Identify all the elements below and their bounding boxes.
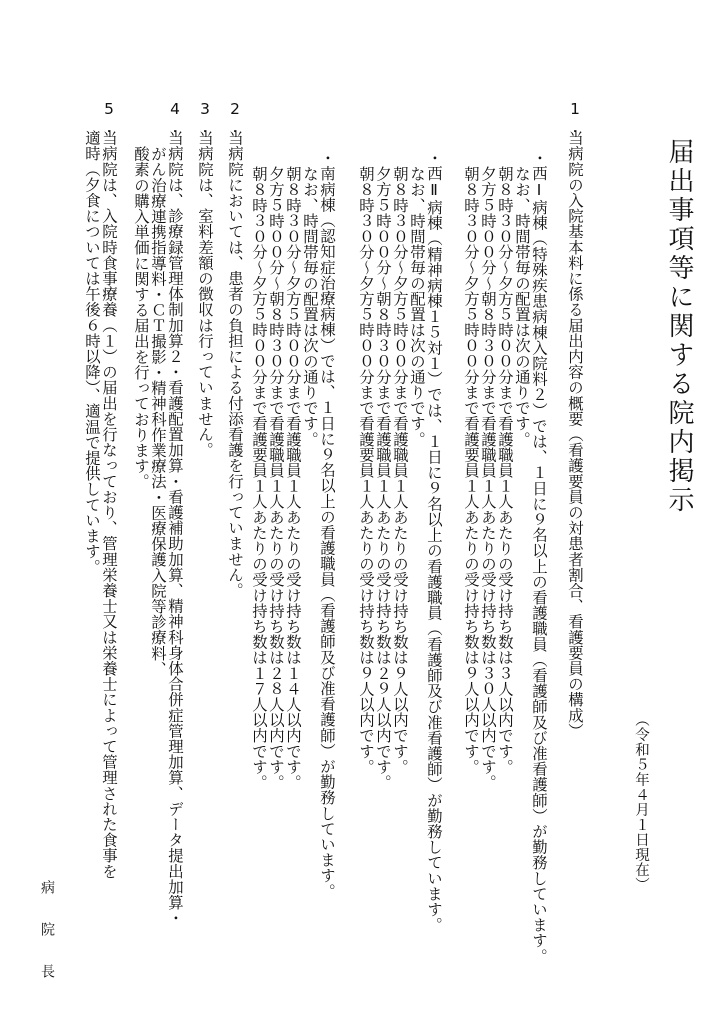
ward-3-day-nurse: 朝８時３０分～夕方５時００分まで看護職員１人あたりの受け持ち数は１４人以内です。 <box>284 166 302 790</box>
ward-3-note: なお、時間帯毎の配置は次の通りです。 <box>301 166 319 447</box>
section-4-line-2: がん治療連携指導料・ＣＴ撮影・精神科作業療法・医療保護入院等診療料、 <box>149 146 167 677</box>
ward-2-note: なお、時間帯毎の配置は次の通りです。 <box>408 166 426 447</box>
section-5-line-1: 当病院は、入院時食事療養（１）の届出を行なっており、管理栄養士又は栄養士によって管理された食事を <box>100 130 118 879</box>
section-4-number: 4. <box>166 100 184 137</box>
page-title: 届出事項等に関する院内掲示 <box>664 138 694 515</box>
hospital-director-signature: 病 院 長 <box>39 880 55 978</box>
section-2-text: 当病院においては、患者の負担による付添看護を行っていません。 <box>226 130 244 598</box>
section-5-line-2: 適時（夕食については午後６時以降）、適温で提供しています。 <box>83 130 101 575</box>
section-1-number: 1. <box>566 100 584 137</box>
section-2-number: 2. <box>226 100 244 137</box>
date-label: （令和５年４月１日現在） <box>633 712 649 892</box>
section-1-heading: 当病院の入院基本料に係る届出内容の概要（看護要員の対患者割合、看護要員の構成） <box>566 130 584 739</box>
section-5-number: 5. <box>100 100 118 137</box>
ward-1-note: なお、時間帯毎の配置は次の通りです。 <box>513 166 531 447</box>
ward-1-night-nurse: 夕方５時００分～朝８時３０分まで看護職員１人あたりの受け持ち数は３０人以内です。 <box>479 166 497 790</box>
section-3-number: 3. <box>196 100 214 137</box>
ward-1-day-staff: 朝８時３０分～夕方５時００分まで看護要員１人あたりの受け持ち数は９人以内です。 <box>462 166 480 775</box>
ward-1-summary: ・西Ⅰ病棟（特殊疾患病棟入院料２）では、１日に９名以上の看護職員（看護師及び准看護師）が勤務しています。 <box>530 150 548 964</box>
ward-1-day-nurse: 朝８時３０分～夕方５時００分まで看護職員１人あたりの受け持ち数は３人以内です。 <box>496 166 514 775</box>
ward-2-summary: ・西Ⅱ病棟（精神病棟１５対１）では、１日に９名以上の看護職員（看護師及び准看護師）が勤務しています。 <box>425 150 443 933</box>
ward-2-night-nurse: 夕方５時００分～朝８時３０分まで看護職員１人あたりの受け持ち数は２９人以内です。 <box>374 166 392 790</box>
ward-2-day-staff: 朝８時３０分～夕方５時００分まで看護要員１人あたりの受け持ち数は９人以内です。 <box>357 166 375 775</box>
ward-3-night-nurse: 夕方５時００分～朝８時３０分まで看護職員１人あたりの受け持ち数は２８人以内です。 <box>267 166 285 790</box>
section-4-line-1: 当病院は、診療録管理体制加算２・看護配置加算・看護補助加算、精神科身体合併症管理加算、データ提出加算・ <box>166 130 184 926</box>
ward-3-summary: ・南病棟（認知症治療病棟）では、１日に９名以上の看護職員（看護師及び准看護師）が勤務しています。 <box>318 150 336 899</box>
section-4-line-3: 酸素の購入単価に関する届出を行っております。 <box>132 146 150 490</box>
section-3-text: 当病院は、室料差額の徴収は行っていません。 <box>196 130 214 458</box>
ward-3-day-staff: 朝８時３０分～夕方５時００分まで看護要員１人あたりの受け持ち数は１７人以内です。 <box>250 166 268 790</box>
ward-2-day-nurse: 朝８時３０分～夕方５時００分まで看護職員１人あたりの受け持ち数は９人以内です。 <box>391 166 409 775</box>
